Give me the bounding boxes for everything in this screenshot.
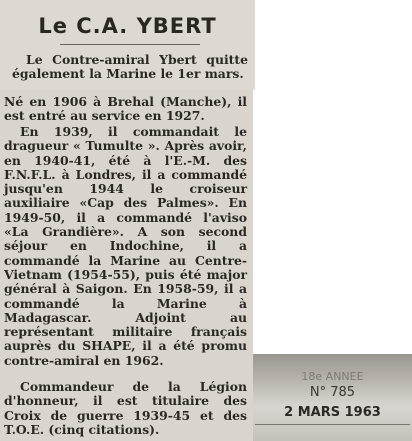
article-paragraph-career: En 1939, il commandait le dragueur « Tumulte ». Après avoir, en 1940-41, été à l'E.-M. des F.N.F.L. à Londres, il a commandé jusqu'en 1944 le croiseur auxiliaire «Cap des Palmes». En 1949-50, il a commandé l'aviso «La Grandière». A son second séjour en Indochine, il a commandé la Marine au Centre-Vietnam (1954-55), puis été major général à Saigon. En 1958-59, il a commandé la Marine à Madagascar. Adjoint au représentant militaire français auprès du SHAPE, il a été promu contre-amiral en 1962. [4, 124, 247, 368]
article-paragraph-honours: Commandeur de la Légion d'honneur, il est titulaire des Croix de guerre 1939-45 et des T.O.E. (cinq citations). [4, 379, 247, 437]
stamp-issue-number: N° 785 [309, 385, 356, 400]
title-divider [60, 44, 200, 45]
stamp-divider [255, 424, 410, 425]
issue-stamp [253, 354, 412, 441]
stamp-date: 2 MARS 1963 [284, 405, 381, 420]
stamp-year-line: 18e ANNEE [301, 370, 364, 383]
article-intro: Le Contre-amiral Ybert quitte également la Marine le 1er mars. [12, 52, 248, 82]
article-title: Le C.A. YBERT [38, 14, 217, 38]
article-paragraph-birth: Né en 1906 à Brehal (Manche), il est entré au service en 1927. [4, 94, 247, 124]
